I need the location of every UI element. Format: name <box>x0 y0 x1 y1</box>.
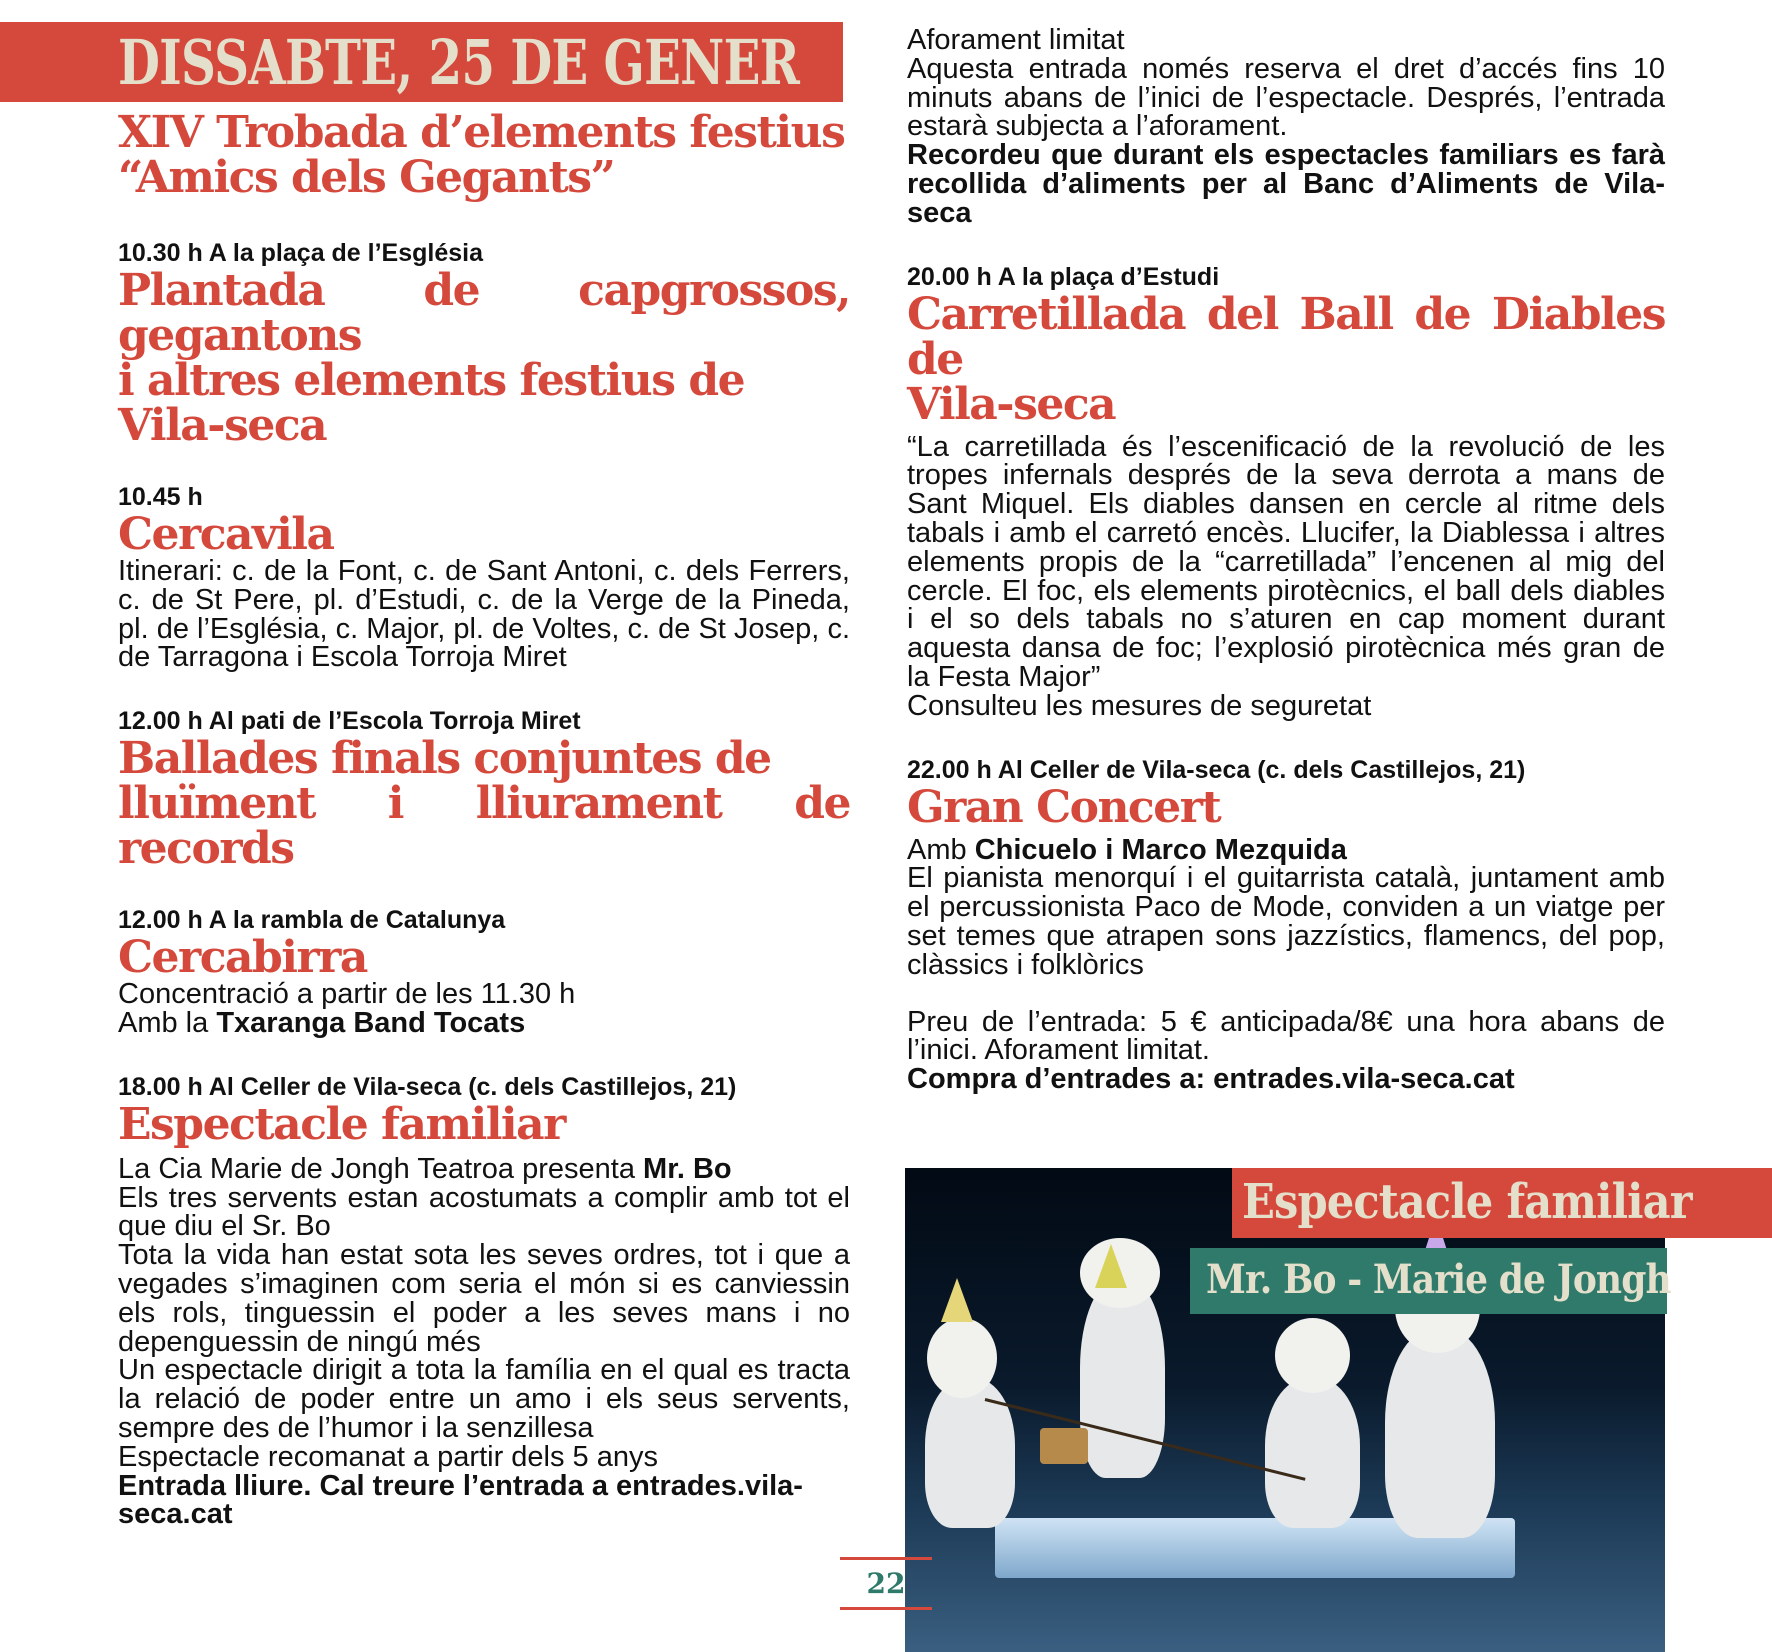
band-name: Txaranga Band Tocats <box>216 1006 526 1039</box>
description-line <box>118 1152 850 1185</box>
performer-figure <box>1385 1328 1495 1538</box>
performer-head <box>927 1318 997 1398</box>
description-paragraph <box>118 1469 850 1531</box>
photo-subtitle: Mr. Bo - Marie de Jongh <box>1206 1256 1671 1303</box>
event-time: 10.45 h <box>118 483 203 511</box>
event-description <box>118 980 850 1038</box>
event-time: 18.00 h Al Celler de Vila-seca (c. dels Castillejos, 21) <box>118 1072 737 1101</box>
event-title: Gran Concert <box>907 781 1221 833</box>
event-cercavila <box>118 482 850 672</box>
description-paragraph: Espectacle recomanat a partir dels 5 anys <box>118 1440 658 1473</box>
artist-names: Chicuelo i Marco Mezquida <box>974 833 1347 866</box>
event-title <box>907 288 1665 430</box>
itinerary-text: Itinerari: c. de la Font, c. de Sant Antoni, c. dels Ferrers, c. de St Pere, pl. d’Estudi, c. de la Verge de la Pineda, pl. de l’Església, c. Major, pl. de Voltes, c. de St Josep, c. de Tarragona i Escola Torroja Miret <box>118 555 850 674</box>
event-time: 22.00 h Al Celler de Vila-seca (c. dels Castillejos, 21) <box>907 755 1526 784</box>
event-description <box>118 557 850 672</box>
page-number-rule-top <box>840 1557 932 1560</box>
event-title-line: Vila-seca <box>907 378 1116 430</box>
event-espectacle-familiar <box>118 1072 850 1529</box>
left-column <box>118 107 850 1531</box>
description-paragraph: Consulteu les mesures de seguretat <box>907 689 1372 722</box>
description-line <box>907 833 1665 866</box>
description-paragraph: Aforament limitat <box>907 24 1125 56</box>
description-paragraph: Tota la vida han estat sota les seves ordres, tot i que a vegades s’imaginen com seria el món si es canviessin els rols, tinguessin el poder a les seves mans i no depenguessin de ningú més <box>118 1239 850 1358</box>
event-title <box>118 265 850 451</box>
text-run: Amb la <box>118 1006 217 1039</box>
performer-head <box>1275 1318 1350 1393</box>
photo-title: Espectacle familiar <box>1242 1174 1692 1230</box>
event-time: 20.00 h A la plaça d’Estudi <box>907 262 1220 291</box>
text-run: La Cia Marie de Jongh Teatroa presenta <box>118 1152 644 1185</box>
date-banner-text: DISSABTE, 25 DE GENER <box>118 26 800 99</box>
event-espectacle-continued <box>907 26 1665 228</box>
text-run: Amb <box>907 833 975 866</box>
description-paragraph <box>907 1065 1665 1094</box>
event-time: 10.30 h A la plaça de l’Església <box>118 239 484 267</box>
intro-section <box>118 107 850 203</box>
basket-icon <box>1040 1428 1088 1464</box>
event-gran-concert <box>907 755 1665 1094</box>
event-description <box>907 26 1665 228</box>
event-title-line: Ballades finals conjuntes de <box>118 733 771 785</box>
event-title-line: Vila-seca <box>118 400 327 451</box>
party-hat-icon <box>941 1278 973 1322</box>
photo-title-banner <box>1232 1168 1772 1238</box>
event-title <box>118 733 850 875</box>
description-paragraph <box>907 141 1665 227</box>
event-description <box>907 833 1665 1096</box>
event-title: Cercabirra <box>118 932 367 984</box>
event-cercabirra <box>118 905 850 1038</box>
performer-figure <box>1080 1278 1165 1478</box>
ticket-link-text: Compra d’entrades a: entrades.vila-seca.cat <box>907 1063 1515 1096</box>
event-title-line: lluïment i lliurament de records <box>118 778 850 875</box>
event-time: 12.00 h Al pati de l’Escola Torroja Miret <box>118 707 581 736</box>
event-description <box>907 430 1665 722</box>
event-title-line: Carretillada del Ball de Diables de <box>907 288 1665 385</box>
event-carretillada <box>907 262 1665 721</box>
right-column <box>907 26 1665 1094</box>
event-title-line: i altres elements festius de <box>118 355 745 406</box>
page-number-rule-bottom <box>840 1607 932 1610</box>
party-hat-icon <box>1095 1244 1127 1288</box>
description-paragraph: Un espectacle dirigit a tota la família en el qual es tracta la relació de poder entre un amo i els seus servents, sempre des de l’humor i la senzillesa <box>118 1354 850 1444</box>
event-time: 12.00 h A la rambla de Catalunya <box>118 906 506 935</box>
food-bank-note: Recordeu que durant els espectacles familiars es farà recollida d’aliments per al Banc d’Aliments de Vila-seca <box>907 139 1665 229</box>
description-paragraph: Aquesta entrada només reserva el dret d’accés fins 10 minuts abans de l’inici de l’espectacle. Després, l’entrada estarà subjecta a l’aforament. <box>907 52 1665 143</box>
price-paragraph: Preu de l’entrada: 5 € anticipada/8€ una hora abans de l’inici. Aforament limitat. <box>907 1005 1665 1067</box>
page-number: 22 <box>866 1567 906 1600</box>
description-paragraph: “La carretillada és l’escenificació de la revolució de les tropes infernals després de la seva derrota a mans de Sant Miquel. Els diables dansen en cercle al ritme dels tabals i amb el carretó encès. Llucifer, la Diablessa i altres elements propis de la “carretillada” l’encenen al mig del cercle. El foc, els elements pirotècnics, el ball dels diables i el so dels tabals no s’aturen en cap moment durant aquesta dansa de foc; l’explosió pirotècnica més gran de la Festa Major” <box>907 430 1665 693</box>
performer-figure <box>925 1378 1015 1528</box>
event-title: Cercavila <box>118 509 334 560</box>
event-description <box>118 1152 850 1531</box>
event-ballades <box>118 706 850 875</box>
description-paragraph: Els tres servents estan acostumats a complir amb tot el que diu el Sr. Bo <box>118 1181 850 1243</box>
show-name: Mr. Bo <box>643 1152 732 1185</box>
ticket-note: Entrada lliure. Cal treure l’entrada a entrades.vila-seca.cat <box>118 1469 803 1531</box>
description-line <box>118 1006 850 1039</box>
show-photo <box>905 1168 1665 1652</box>
description-line: Concentració a partir de les 11.30 h <box>118 978 576 1011</box>
intro-title <box>118 107 850 203</box>
event-title-line: Plantada de capgrossos, gegantons <box>118 265 850 361</box>
event-title: Espectacle familiar <box>118 1098 565 1150</box>
intro-title-line-2: “Amics dels Gegants” <box>118 152 615 203</box>
event-plantada <box>118 238 850 451</box>
date-banner <box>0 22 843 102</box>
photo-subtitle-banner <box>1190 1248 1671 1314</box>
description-paragraph: El pianista menorquí i el guitarrista català, juntament amb el percussionista Paco de Mode, conviden a un viatge per set temes que atrapen sons jazzístics, flamencs, del pop, clàssics i folklòrics <box>907 862 1665 981</box>
performer-figure <box>1265 1378 1360 1528</box>
intro-title-line-1: XIV Trobada d’elements festius <box>118 107 845 158</box>
